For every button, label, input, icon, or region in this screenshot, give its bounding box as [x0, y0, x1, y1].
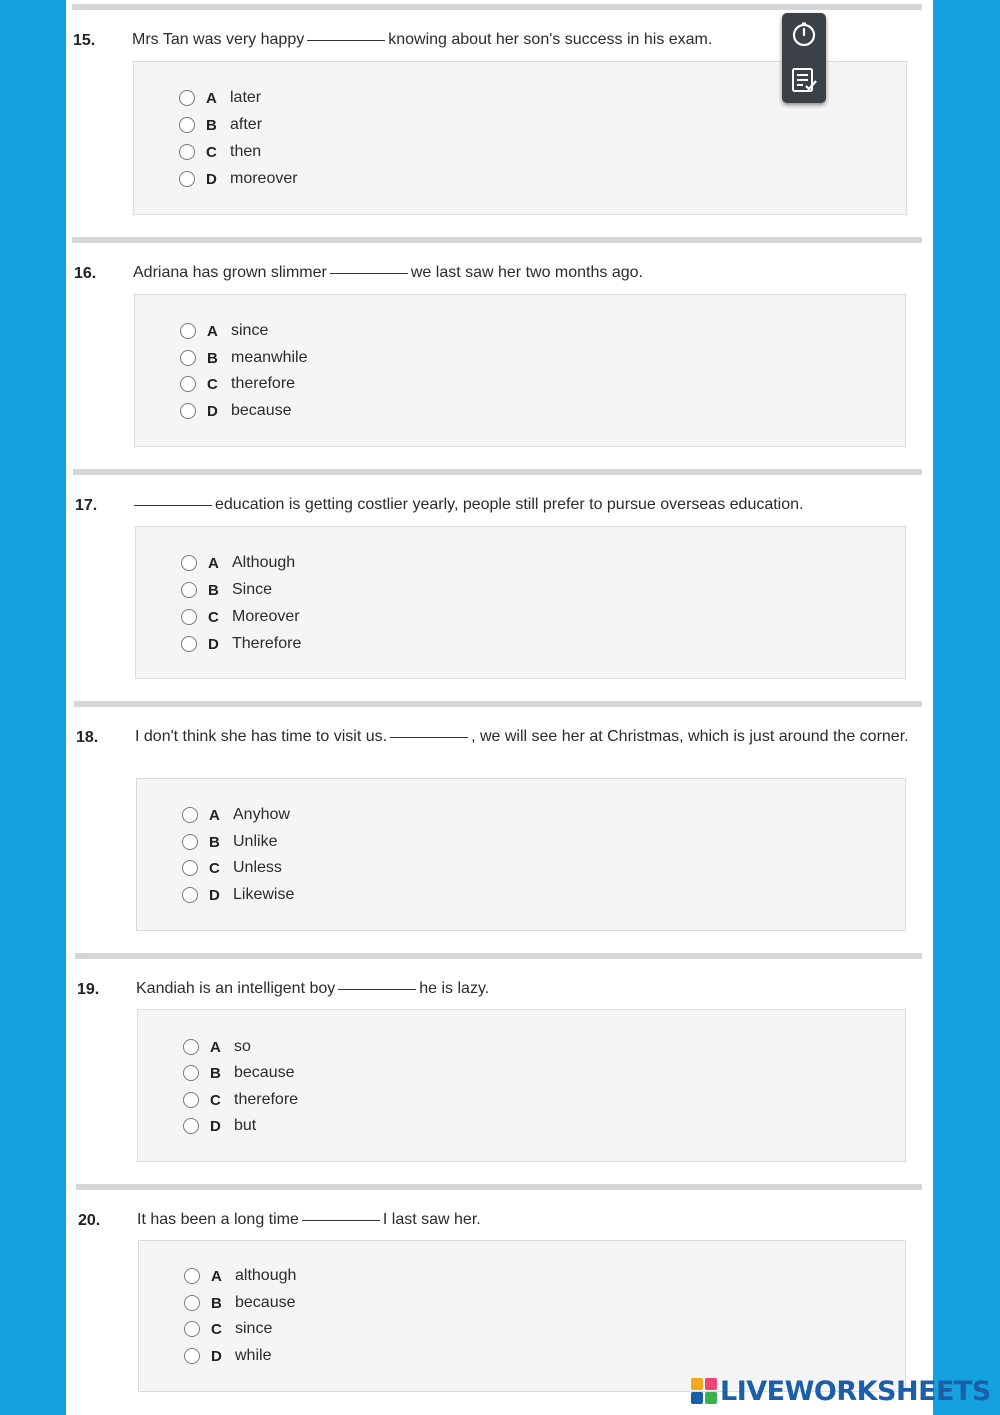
option-a[interactable] — [183, 1036, 251, 1058]
worksheet-page — [66, 0, 933, 1415]
option-b[interactable] — [182, 831, 277, 853]
option-text: then — [230, 143, 262, 160]
option-c[interactable] — [180, 373, 295, 395]
option-text: because — [234, 1064, 295, 1081]
divider — [73, 469, 922, 475]
question-text — [135, 726, 910, 748]
option-d[interactable] — [181, 633, 301, 655]
question-text-after: we last saw her two months ago. — [410, 264, 643, 281]
option-text: since — [231, 322, 269, 339]
radio-button[interactable] — [183, 1039, 199, 1055]
option-a[interactable] — [179, 87, 261, 109]
liveworksheets-logo-icon — [690, 1377, 718, 1405]
option-text: Since — [232, 581, 273, 598]
question-number: 19. — [77, 981, 100, 998]
radio-button[interactable] — [180, 350, 196, 366]
option-text: moreover — [230, 170, 298, 187]
question-number: 17. — [75, 497, 98, 514]
option-letter: D — [210, 1117, 221, 1135]
option-text: after — [230, 116, 263, 133]
divider — [75, 953, 922, 959]
question-text-after: , we will see her at Christmas, which is just around the corner. — [471, 728, 909, 745]
option-letter: A — [210, 1038, 221, 1056]
question-text-before: Mrs Tan was very happy — [132, 31, 305, 48]
question-number: 16. — [74, 265, 97, 282]
option-letter: C — [210, 1091, 221, 1109]
option-letter: C — [211, 1320, 222, 1338]
radio-button[interactable] — [179, 144, 195, 160]
radio-button[interactable] — [182, 887, 198, 903]
option-a[interactable] — [184, 1265, 296, 1287]
option-letter: C — [207, 375, 218, 393]
question-text — [134, 494, 904, 516]
option-d[interactable] — [182, 884, 294, 906]
option-letter: D — [206, 170, 217, 188]
answer-blank — [338, 989, 416, 990]
option-text: although — [235, 1267, 297, 1284]
option-letter: B — [208, 581, 219, 599]
option-letter: A — [209, 806, 220, 824]
radio-button[interactable] — [180, 403, 196, 419]
answer-blank — [330, 273, 408, 274]
answer-blank — [390, 737, 468, 738]
question-number: 18. — [76, 729, 99, 746]
option-letter: B — [207, 349, 218, 367]
radio-button[interactable] — [179, 117, 195, 133]
question-number: 20. — [78, 1212, 101, 1229]
question-text-after: I last saw her. — [382, 1211, 481, 1228]
option-letter: B — [206, 116, 217, 134]
option-text: therefore — [234, 1091, 299, 1108]
question-number: 15. — [73, 32, 96, 49]
option-text: because — [231, 402, 292, 419]
option-text: Therefore — [232, 635, 302, 652]
radio-button[interactable] — [183, 1092, 199, 1108]
left-frame-border — [0, 0, 66, 1415]
option-text: because — [235, 1294, 296, 1311]
option-text: Likewise — [233, 886, 295, 903]
option-letter: A — [211, 1267, 222, 1285]
option-text: but — [234, 1117, 257, 1134]
radio-button[interactable] — [183, 1118, 199, 1134]
option-letter: C — [208, 608, 219, 626]
option-d[interactable] — [180, 400, 292, 422]
divider — [72, 237, 922, 243]
option-d[interactable] — [179, 168, 298, 190]
option-text: Unless — [233, 859, 282, 876]
radio-button[interactable] — [184, 1268, 200, 1284]
option-c[interactable] — [184, 1318, 272, 1340]
options-box — [135, 526, 906, 679]
option-text: later — [230, 89, 262, 106]
option-b[interactable] — [183, 1062, 295, 1084]
question-text — [133, 262, 833, 284]
radio-button[interactable] — [179, 171, 195, 187]
question-text — [132, 29, 772, 51]
option-letter: D — [211, 1347, 222, 1365]
option-a[interactable] — [182, 804, 290, 826]
options-box — [138, 1240, 906, 1392]
option-text: meanwhile — [231, 349, 308, 366]
answer-blank — [302, 1220, 380, 1221]
radio-button[interactable] — [182, 860, 198, 876]
option-letter: A — [208, 554, 219, 572]
option-text: while — [235, 1347, 272, 1364]
option-text: Moreover — [232, 608, 300, 625]
brand-name: LIVEWORKSHEETS — [720, 1375, 991, 1407]
right-frame-border — [933, 0, 1000, 1415]
option-a[interactable] — [181, 552, 295, 574]
question-text — [136, 978, 836, 1000]
liveworksheets-logo — [690, 1374, 991, 1408]
options-box — [136, 778, 906, 931]
options-box — [134, 294, 906, 447]
question-text-after: education is getting costlier yearly, people still prefer to pursue overseas education. — [215, 496, 804, 513]
option-text: Anyhow — [233, 806, 290, 823]
radio-button[interactable] — [181, 555, 197, 571]
radio-button[interactable] — [181, 582, 197, 598]
question-text-before: I don't think she has time to visit us. — [135, 728, 388, 745]
radio-button[interactable] — [183, 1065, 199, 1081]
radio-button[interactable] — [184, 1321, 200, 1337]
option-letter: B — [210, 1064, 221, 1082]
radio-button[interactable] — [180, 376, 196, 392]
option-text: since — [235, 1320, 273, 1337]
question-text-before: Kandiah is an intelligent boy — [136, 980, 336, 997]
option-c[interactable] — [179, 141, 261, 163]
options-box — [137, 1009, 906, 1162]
checklist-icon[interactable] — [790, 66, 818, 94]
option-b[interactable] — [181, 579, 272, 601]
option-letter: A — [206, 89, 217, 107]
option-c[interactable] — [182, 857, 282, 879]
divider — [72, 4, 922, 10]
question-text-before: Adriana has grown slimmer — [133, 264, 327, 281]
option-a[interactable] — [180, 320, 268, 342]
divider — [76, 1184, 922, 1190]
option-letter: D — [207, 402, 218, 420]
option-c[interactable] — [181, 606, 300, 628]
timer-icon[interactable] — [791, 21, 817, 47]
option-letter: D — [208, 635, 219, 653]
option-letter: B — [211, 1294, 222, 1312]
option-letter: C — [209, 859, 220, 877]
floating-toolbar — [782, 13, 826, 103]
radio-button[interactable] — [181, 636, 197, 652]
radio-button[interactable] — [184, 1348, 200, 1364]
question-text-after: knowing about her son's success in his exam. — [388, 31, 713, 48]
radio-button[interactable] — [181, 609, 197, 625]
option-d[interactable] — [184, 1345, 271, 1367]
option-d[interactable] — [183, 1115, 256, 1137]
option-letter: A — [207, 322, 218, 340]
option-text: Although — [232, 554, 296, 571]
option-c[interactable] — [183, 1089, 298, 1111]
option-text: therefore — [231, 375, 296, 392]
question-text — [137, 1209, 837, 1231]
answer-blank — [307, 40, 385, 41]
option-b[interactable] — [180, 347, 307, 369]
option-letter: C — [206, 143, 217, 161]
answer-blank — [134, 505, 212, 506]
option-letter: D — [209, 886, 220, 904]
question-text-after: he is lazy. — [419, 980, 490, 997]
radio-button[interactable] — [184, 1295, 200, 1311]
option-b[interactable] — [179, 114, 262, 136]
radio-button[interactable] — [179, 90, 195, 106]
option-text: so — [234, 1038, 251, 1055]
radio-button[interactable] — [182, 807, 198, 823]
radio-button[interactable] — [180, 323, 196, 339]
option-b[interactable] — [184, 1292, 296, 1314]
option-letter: B — [209, 833, 220, 851]
radio-button[interactable] — [182, 834, 198, 850]
question-text-before: It has been a long time — [137, 1211, 299, 1228]
option-text: Unlike — [233, 833, 278, 850]
divider — [74, 701, 922, 707]
